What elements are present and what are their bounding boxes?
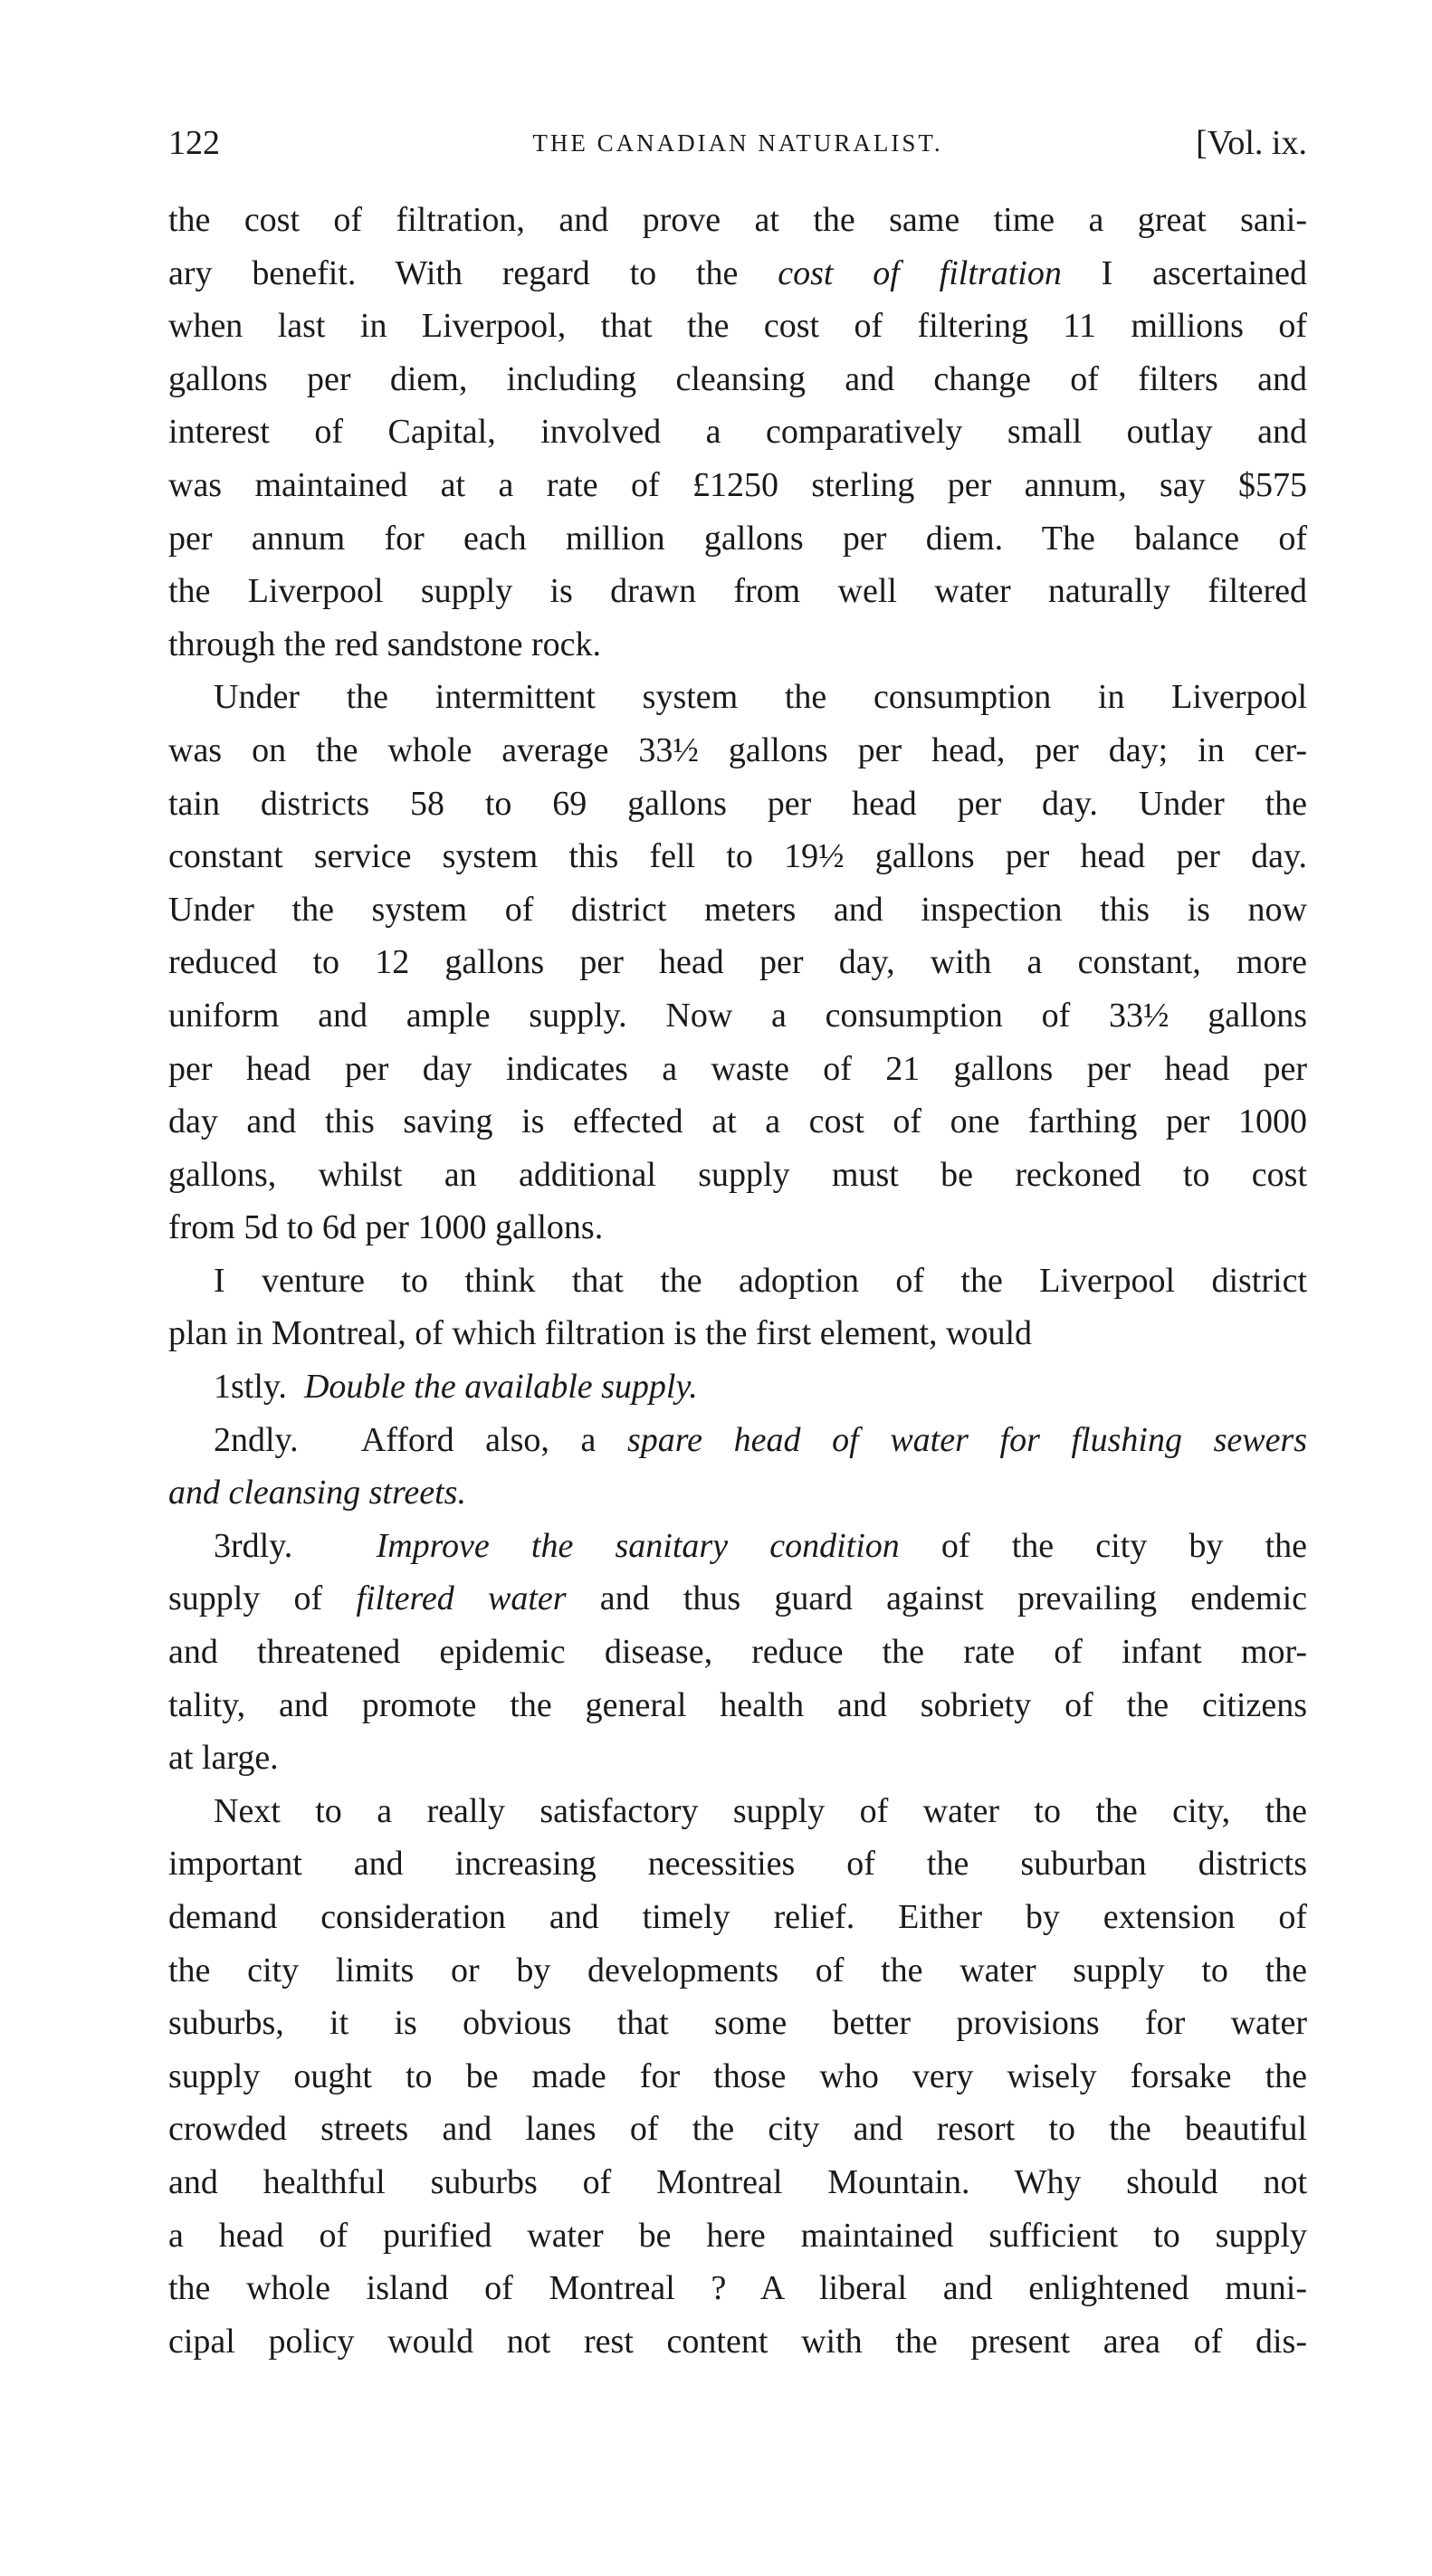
text-line: uniform and ample supply. Now a consumption of 33½ gallons <box>168 996 1307 1035</box>
text-line: was maintained at a rate of £1250 sterling per annum, say $575 <box>168 465 1307 504</box>
text-line: and threatened epidemic disease, reduce the rate of infant mor- <box>168 1633 1307 1672</box>
list-number: 2ndly. <box>214 1420 299 1459</box>
text-line: crowded streets and lanes of the city and resort to the beautiful <box>168 2110 1307 2149</box>
italic-segment: spare head of water for flushing sewers <box>627 1420 1308 1459</box>
text-line: at large. <box>168 1739 279 1778</box>
text-line: and healthful suburbs of Montreal Mountain. Why should not <box>168 2162 1307 2201</box>
text-line: the Liverpool supply is drawn from well water naturally filtered <box>168 572 1307 611</box>
text-segment: Afford also, a <box>360 1420 597 1459</box>
text-line: per head per day indicates a waste of 21 gallons per head per <box>168 1049 1307 1088</box>
text-line <box>168 1414 1307 1467</box>
text-line: the cost of filtration, and prove at the same time a great sani- <box>168 201 1307 239</box>
text-line: day and this saving is effected at a cost of one farthing per 1000 <box>168 1102 1307 1141</box>
volume-label: [Vol. ix. <box>1196 124 1307 162</box>
text-line: demand consideration and timely relief. Either by extension of <box>168 1898 1307 1936</box>
italic-segment: cost of filtration <box>778 253 1062 292</box>
text-line: cipal policy would not rest content with the present area of dis- <box>168 2322 1307 2361</box>
text-line <box>168 1572 1307 1626</box>
list-number: 1stly. <box>214 1368 287 1407</box>
text-segment: ary benefit. With regard to the <box>168 253 739 292</box>
body-text <box>168 194 1307 2368</box>
text-line: gallons, whilst an additional supply must be reckoned to cost <box>168 1155 1307 1194</box>
text-line: tality, and promote the general health and sobriety of the citizens <box>168 1685 1307 1724</box>
text-line: from 5d to 6d per 1000 gallons. <box>168 1208 604 1247</box>
text-segment: supply of <box>168 1579 323 1618</box>
text-line: important and increasing necessities of the suburban districts <box>168 1845 1307 1884</box>
text-line <box>168 1466 1307 1520</box>
text-line: the whole island of Montreal ? A liberal and enlightened muni- <box>168 2269 1307 2308</box>
text-line: was on the whole average 33½ gallons per head, per day; in cer- <box>168 730 1307 769</box>
text-line: supply ought to be made for those who very wisely forsake the <box>168 2056 1307 2095</box>
text-line: suburbs, it is obvious that some better provisions for water <box>168 2004 1307 2043</box>
italic-segment: Double the available supply. <box>303 1368 698 1407</box>
list-number: 3rdly. <box>214 1526 293 1565</box>
text-line: when last in Liverpool, that the cost of filtering 11 millions of <box>168 307 1307 346</box>
text-line: tain districts 58 to 69 gallons per head per day. Under the <box>168 784 1307 823</box>
text-line <box>168 1360 1307 1414</box>
text-line <box>168 1520 1307 1573</box>
text-line: gallons per diem, including cleansing and change of filters and <box>168 359 1307 398</box>
text-line <box>168 247 1307 301</box>
running-title: THE CANADIAN NATURALIST. <box>532 129 943 157</box>
text-line: I venture to think that the adoption of the Liverpool district <box>214 1261 1307 1300</box>
text-segment: and thus guard against prevailing endemic <box>599 1579 1307 1618</box>
page-header <box>168 116 1307 170</box>
text-segment: of the city by the <box>940 1526 1308 1565</box>
text-line: Next to a really satisfactory supply of water to the city, the <box>214 1791 1307 1830</box>
text-line: reduced to 12 gallons per head per day, with a constant, more <box>168 943 1307 982</box>
text-line: the city limits or by developments of the water supply to the <box>168 1951 1307 1989</box>
page-number: 122 <box>168 124 220 162</box>
text-line: a head of purified water be here maintained sufficient to supply <box>168 2216 1307 2255</box>
text-segment: I ascertained <box>1101 253 1308 292</box>
text-line: interest of Capital, involved a comparatively small outlay and <box>168 413 1307 452</box>
italic-segment: Improve the sanitary condition <box>376 1526 900 1565</box>
text-line: plan in Montreal, of which filtration is the first element, would <box>168 1314 1033 1353</box>
text-line: per annum for each million gallons per diem. The balance of <box>168 519 1307 558</box>
text-line: Under the intermittent system the consumption in Liverpool <box>214 678 1307 717</box>
text-line: through the red sandstone rock. <box>168 625 602 663</box>
italic-segment: filtered water <box>356 1579 567 1618</box>
text-line: Under the system of district meters and inspection this is now <box>168 890 1307 929</box>
text-line: constant service system this fell to 19½ gallons per head per day. <box>168 837 1307 876</box>
italic-segment: and cleansing streets. <box>168 1474 466 1512</box>
